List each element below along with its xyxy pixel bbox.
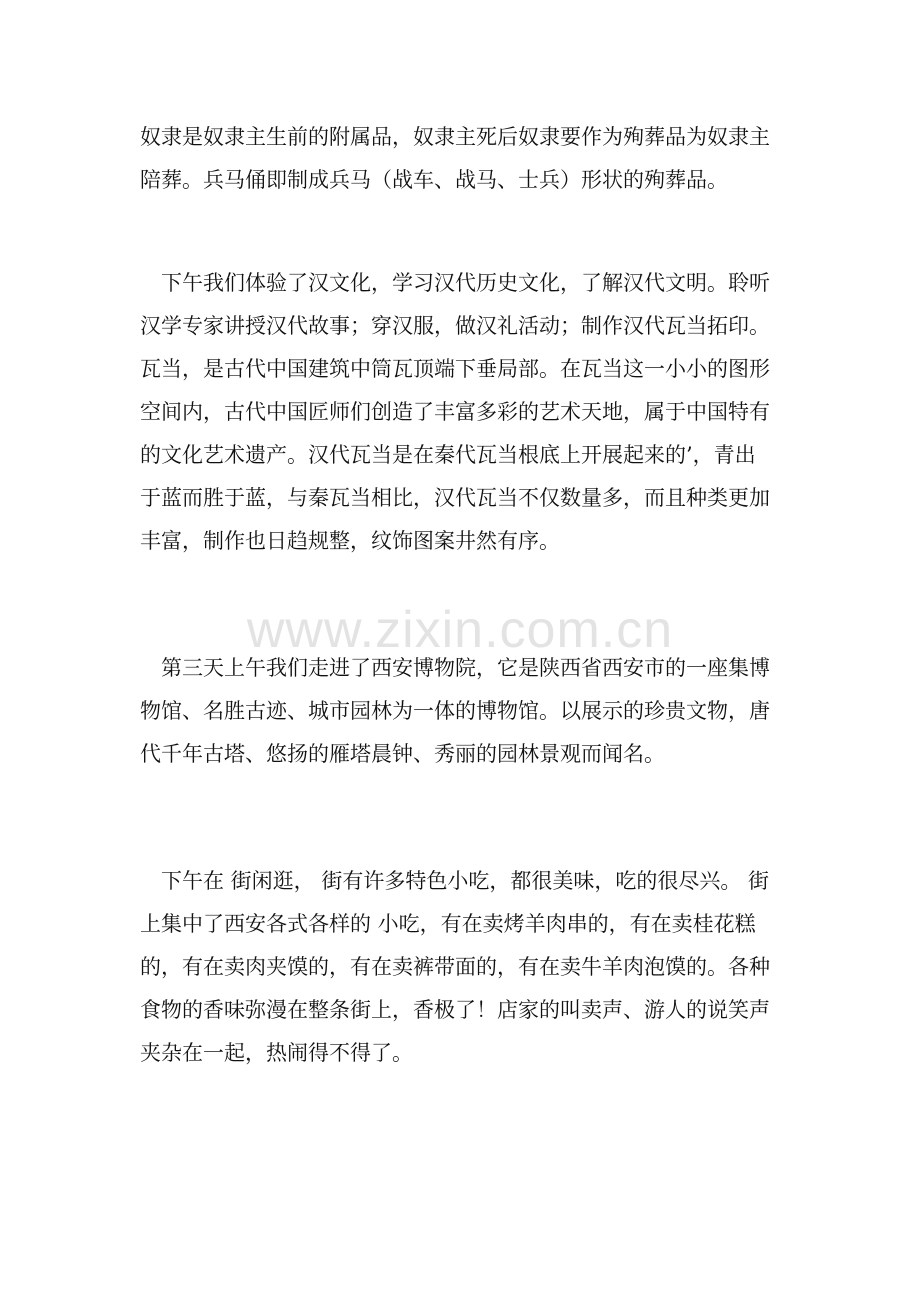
paragraph-line: 的文化艺术遗产。汉代瓦当是在秦代瓦当根底上开展起来的’，青出 <box>140 443 756 467</box>
watermark: www.zixin.com.cn <box>246 601 674 659</box>
paragraph-1 <box>140 116 790 202</box>
paragraph-line: 空间内，古代中国匠师们创造了丰富多彩的艺术天地，属于中国特有 <box>140 400 770 424</box>
paragraph-line: 第三天上午我们走进了西安博物院，它是陕西省西安市的一座集博 <box>140 656 770 680</box>
paragraph-3 <box>140 647 790 776</box>
paragraph-4 <box>140 860 790 1075</box>
paragraph-line: 物馆、名胜古迹、城市园林为一体的博物馆。以展示的珍贵文物，唐 <box>140 699 770 723</box>
paragraph-line: 上集中了西安各式各样的 小吃，有在卖烤羊肉串的，有在卖桂花糕 <box>140 912 756 936</box>
paragraph-line: 代千年古塔、悠扬的雁塔晨钟、秀丽的园林景观而闻名。 <box>140 742 665 766</box>
paragraph-line: 下午我们体验了汉文化，学习汉代历史文化，了解汉代文明。聆听 <box>140 271 770 295</box>
paragraph-line: 下午在 街闲逛， 街有许多特色小吃，都很美味，吃的很尽兴。 街 <box>140 869 770 893</box>
paragraph-line: 瓦当，是古代中国建筑中筒瓦顶端下垂局部。在瓦当这一小小的图形 <box>140 357 770 381</box>
paragraph-line: 夹杂在一起，热闹得不得了。 <box>140 1041 413 1065</box>
paragraph-line: 丰富，制作也日趋规整，纹饰图案井然有序。 <box>140 529 560 553</box>
paragraph-line: 陪葬。兵马俑即制成兵马（战车、战马、士兵）形状的殉葬品。 <box>140 168 728 192</box>
paragraph-line: 的，有在卖肉夹馍的，有在卖裤带面的，有在卖牛羊肉泡馍的。各种 <box>140 955 770 979</box>
paragraph-line: 汉学专家讲授汉代故事；穿汉服，做汉礼活动；制作汉代瓦当拓印。 <box>140 314 770 338</box>
paragraph-2 <box>140 262 790 563</box>
paragraph-line: 食物的香味弥漫在整条街上，香极了！店家的叫卖声、游人的说笑声 <box>140 998 770 1022</box>
paragraph-line: 于蓝而胜于蓝，与秦瓦当相比，汉代瓦当不仅数量多，而且种类更加 <box>140 486 770 510</box>
paragraph-line: 奴隶是奴隶主生前的附属品，奴隶主死后奴隶要作为殉葬品为奴隶主 <box>140 125 770 149</box>
